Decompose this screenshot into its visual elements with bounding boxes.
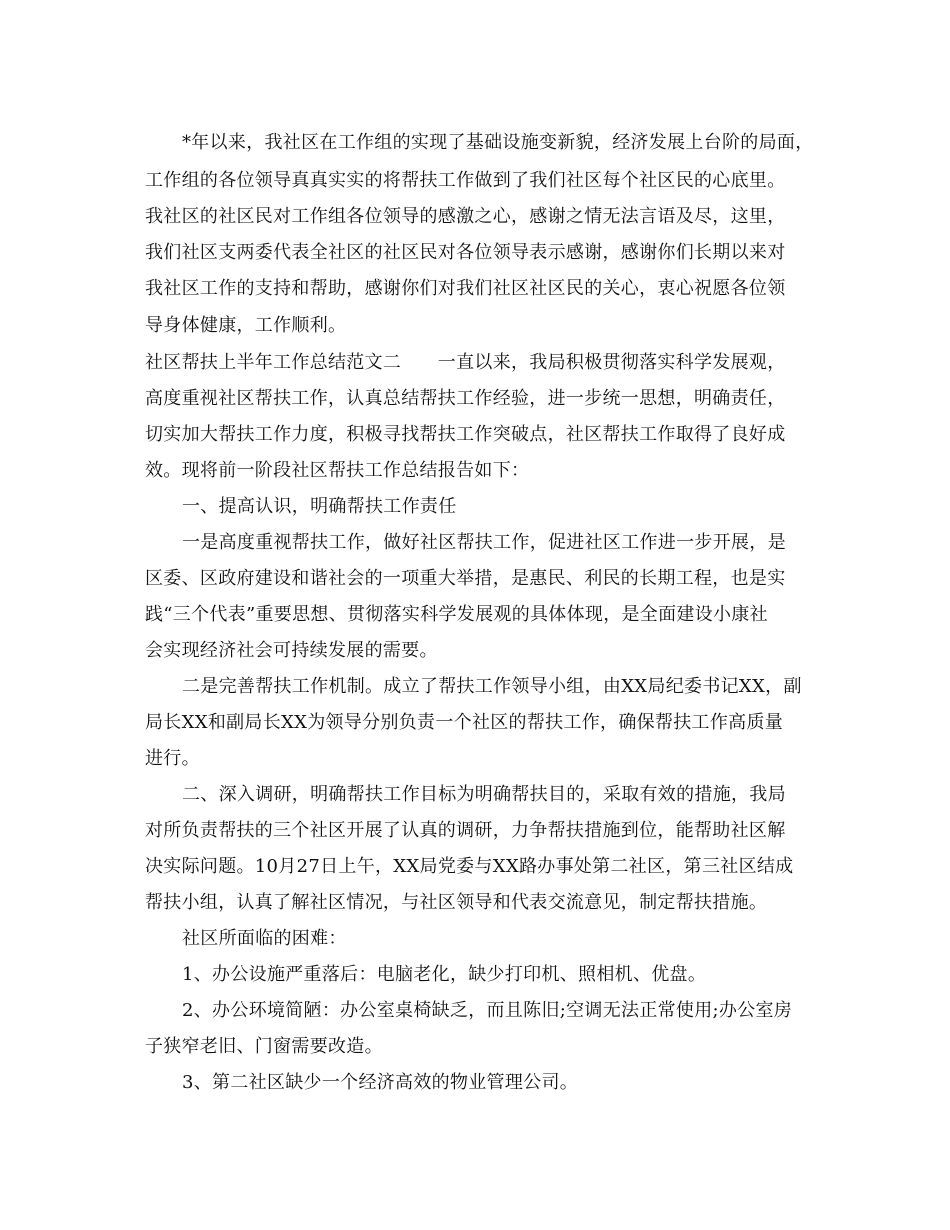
paragraph-line: *年以来，我社区在工作组的实现了基础设施变新貌，经济发展上台阶的局面， bbox=[182, 132, 814, 153]
paragraph-line: 对所负责帮扶的三个社区开展了认真的调研，力争帮扶措施到位，能帮助社区解 bbox=[145, 820, 786, 841]
paragraph-line: 效。现将前一阶段社区帮扶工作总结报告如下： bbox=[145, 460, 530, 481]
paragraph-line: 二是完善帮扶工作机制。成立了帮扶工作领导小组，由XX局纪委书记XX，副 bbox=[182, 676, 802, 697]
paragraph-line: 一是高度重视帮扶工作，做好社区帮扶工作，促进社区工作进一步开展，是 bbox=[182, 532, 786, 553]
paragraph-line: 高度重视社区帮扶工作，认真总结帮扶工作经验，进一步统一思想，明确责任， bbox=[145, 388, 786, 409]
paragraph-line: 践“三个代表”重要思想、贯彻落实科学发展观的具体体现，是全面建设小康社 bbox=[145, 604, 768, 625]
paragraph-line: 会实现经济社会可持续发展的需要。 bbox=[145, 640, 438, 661]
paragraph-line: 进行。 bbox=[145, 748, 200, 769]
paragraph-line: 我社区工作的支持和帮助，感谢你们对我们社区社区民的关心，衷心祝愿各位领 bbox=[145, 278, 786, 299]
list-item: 3、第二社区缺少一个经济高效的物业管理公司。 bbox=[182, 1072, 579, 1093]
paragraph-line: 切实加大帮扶工作力度，积极寻找帮扶工作突破点，社区帮扶工作取得了良好成 bbox=[145, 424, 786, 445]
paragraph-line: 区委、区政府建设和谐社会的一项重大举措，是惠民、利民的长期工程，也是实 bbox=[145, 568, 786, 589]
paragraph-line: 帮扶小组，认真了解社区情况，与社区领导和代表交流意见，制定帮扶措施。 bbox=[145, 892, 768, 913]
list-item: 1、办公设施严重落后：电脑老化，缺少打印机、照相机、优盘。 bbox=[182, 964, 707, 985]
paragraph-line: 我们社区支两委代表全社区的社区民对各位领导表示感谢，感谢你们长期以来对 bbox=[145, 242, 786, 263]
paragraph-line: 决实际问题。10月27日上午，XX局党委与XX路办事处第二社区，第三社区结成 bbox=[145, 856, 794, 877]
paragraph-line: 我社区的社区民对工作组各位领导的感激之心，感谢之情无法言语及尽，这里， bbox=[145, 206, 786, 227]
section-heading-line: 社区帮扶上半年工作总结范文二 一直以来，我局积极贯彻落实科学发展观， bbox=[145, 352, 786, 373]
section-heading-line: 二、深入调研，明确帮扶工作目标为明确帮扶目的，采取有效的措施，我局 bbox=[182, 784, 786, 805]
list-item: 2、办公环境简陋：办公室桌椅缺乏，而且陈旧;空调无法正常使用;办公室房 bbox=[182, 1000, 793, 1021]
paragraph-line: 工作组的各位领导真真实实的将帮扶工作做到了我们社区每个社区民的心底里。 bbox=[145, 170, 786, 191]
paragraph-line: 导身体健康，工作顺利。 bbox=[145, 315, 347, 336]
paragraph-line: 局长XX和副局长XX为领导分别负责一个社区的帮扶工作，确保帮扶工作高质量 bbox=[145, 712, 784, 733]
list-item-continuation: 子狭窄老旧、门窗需要改造。 bbox=[145, 1036, 383, 1057]
section-heading: 一、提高认识，明确帮扶工作责任 bbox=[182, 496, 457, 517]
list-heading: 社区所面临的困难： bbox=[182, 928, 347, 949]
